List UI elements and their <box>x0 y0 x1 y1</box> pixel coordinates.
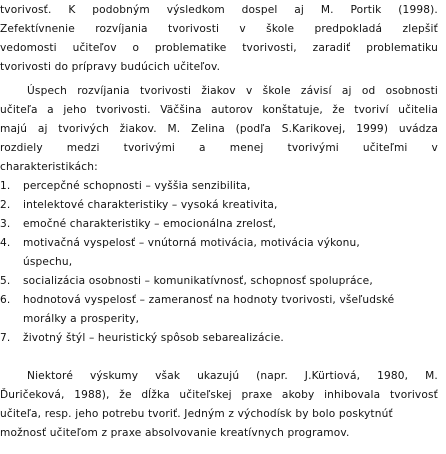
word: v <box>245 85 253 97</box>
word: tvorivosť <box>389 389 438 401</box>
word: S.Karikovej, <box>281 123 346 135</box>
list-text: emočné charakteristiky – emocionálna zrelosť, <box>23 218 277 230</box>
word: však <box>155 370 181 382</box>
list-item-2 <box>0 198 278 212</box>
word: dĺžka <box>141 389 170 401</box>
word: konštatuje, <box>262 104 323 116</box>
word: medzi <box>66 142 100 154</box>
word: 1988), <box>74 389 110 401</box>
word: v <box>431 142 438 154</box>
word: M. <box>167 123 181 135</box>
paragraph-3-line-2 <box>0 388 438 402</box>
list-number: 6. <box>0 294 11 306</box>
word: výsledkom <box>166 4 225 16</box>
list-number: 4. <box>0 237 11 249</box>
word: podobným <box>92 4 150 16</box>
paragraph-2-line-5: charakteristikách: <box>0 161 98 173</box>
list-item-5 <box>0 274 373 288</box>
list-number: 2. <box>0 199 11 211</box>
list-text: percepčné schopnosti – vyššia senzibilita, <box>23 180 251 192</box>
word: M. <box>425 370 438 382</box>
word: že <box>119 389 132 401</box>
list-item-4 <box>0 236 360 250</box>
paragraph-3-line-3: učiteľa, resp. jeho potrebu tvoriť. Jedným z východísk by bolo poskytnúť <box>0 408 393 420</box>
word: tvorivosti. <box>96 104 151 116</box>
paragraph-1-line-3 <box>0 41 438 55</box>
paragraph-3-line-4: možnosť učiteľom z praxe absolvovanie kreatívnych programov. <box>0 427 350 439</box>
list-number: 7. <box>0 332 11 344</box>
list-number: 1. <box>0 180 11 192</box>
list-item-7 <box>0 331 284 345</box>
word: predpokladá <box>314 23 383 35</box>
word: škole <box>266 23 295 35</box>
list-text: intelektové charakteristiky – vysoká kreativita, <box>23 199 278 211</box>
list-text: hodnotová vyspelosť – zameranosť na hodnoty tvorivosti, všeľudské <box>23 294 395 306</box>
word: o <box>132 42 140 54</box>
word: akoby <box>281 389 315 401</box>
word: ukazujú <box>197 370 240 382</box>
paragraph-2-line-1 <box>27 84 438 98</box>
word: rozvíjania <box>95 23 148 35</box>
word: a <box>47 104 54 116</box>
word: rozvíjania <box>77 85 130 97</box>
list-text: motivačná vyspelosť – vnútorná motivácia, motivácia výkonu, <box>23 237 360 249</box>
paragraph-3-line-1 <box>27 369 438 383</box>
word: tvoriví <box>354 104 389 116</box>
word: učiteľa <box>0 104 38 116</box>
word: uvádza <box>398 123 438 135</box>
list-text: socializácia osobnosti – komunikatívnosť, schopnosť spolupráce, <box>23 275 373 287</box>
word: učiteľmi <box>362 142 408 154</box>
word: praxe <box>241 389 273 401</box>
word: výskumy <box>89 370 139 382</box>
word: majú <box>0 123 28 135</box>
list-number: 5. <box>0 275 11 287</box>
word: v <box>239 23 246 35</box>
word: autorov <box>211 104 253 116</box>
word: škole <box>262 85 291 97</box>
word: vedomosti <box>0 42 57 54</box>
paragraph-2-line-2 <box>0 103 438 117</box>
word: Ďuričeková, <box>0 389 65 401</box>
word: (napr. <box>256 370 288 382</box>
paragraph-1-line-2 <box>0 22 438 36</box>
list-item-6-continuation: morálky a prosperity, <box>23 313 140 325</box>
word: 1999) <box>356 123 389 135</box>
word: zlepšiť <box>402 23 438 35</box>
word: tvorivými <box>123 142 176 154</box>
word: a <box>199 142 206 154</box>
word: Väčšina <box>160 104 202 116</box>
word: učitelia <box>398 104 438 116</box>
word: (1998). <box>398 4 438 16</box>
word: J.Kürtiová, <box>304 370 361 382</box>
list-item-6 <box>0 293 394 307</box>
word: 1980, <box>377 370 409 382</box>
word: tvorivosti <box>139 85 192 97</box>
word: učiteľskej <box>179 389 232 401</box>
word: rozdiely <box>0 142 43 154</box>
word: jeho <box>63 104 87 116</box>
word: tvorivosť. <box>0 4 52 16</box>
word: M. <box>320 4 334 16</box>
word: žiakov <box>201 85 236 97</box>
list-text: životný štýl – heuristický spôsob sebarealizácie. <box>23 332 284 344</box>
word: dospel <box>241 4 278 16</box>
word: tvorivosti <box>168 23 220 35</box>
list-item-4-continuation: úspechu, <box>23 256 73 268</box>
word: Portik <box>350 4 382 16</box>
word: aj <box>341 85 352 97</box>
word: žiakov. <box>119 123 157 135</box>
list-item-3 <box>0 217 276 231</box>
word: K <box>68 4 76 16</box>
word: od <box>361 85 376 97</box>
list-number: 3. <box>0 218 11 230</box>
word: zaradiť <box>312 42 351 54</box>
word: (podľa <box>235 123 272 135</box>
word: inhibovala <box>324 389 381 401</box>
paragraph-1-line-4: tvorivosti do prípravy budúcich učiteľov. <box>0 61 221 73</box>
word: problematike <box>154 42 227 54</box>
paragraph-1-line-1 <box>0 3 438 17</box>
paragraph-2-line-3 <box>0 122 438 136</box>
word: Niektoré <box>27 370 73 382</box>
word: menej <box>229 142 264 154</box>
word: že <box>332 104 345 116</box>
word: osobnosti <box>385 85 438 97</box>
word: učiteľov <box>72 42 117 54</box>
word: tvorivosti, <box>242 42 297 54</box>
word: Zelina <box>191 123 225 135</box>
word: Zefektívnenie <box>0 23 75 35</box>
word: Úspech <box>27 85 67 97</box>
word: tvorivých <box>58 123 109 135</box>
word: aj <box>294 4 305 16</box>
paragraph-2-line-4 <box>0 141 438 155</box>
word: závisí <box>300 85 332 97</box>
word: problematiku <box>366 42 438 54</box>
word: tvorivými <box>287 142 339 154</box>
word: aj <box>37 123 48 135</box>
list-item-1 <box>0 179 250 193</box>
